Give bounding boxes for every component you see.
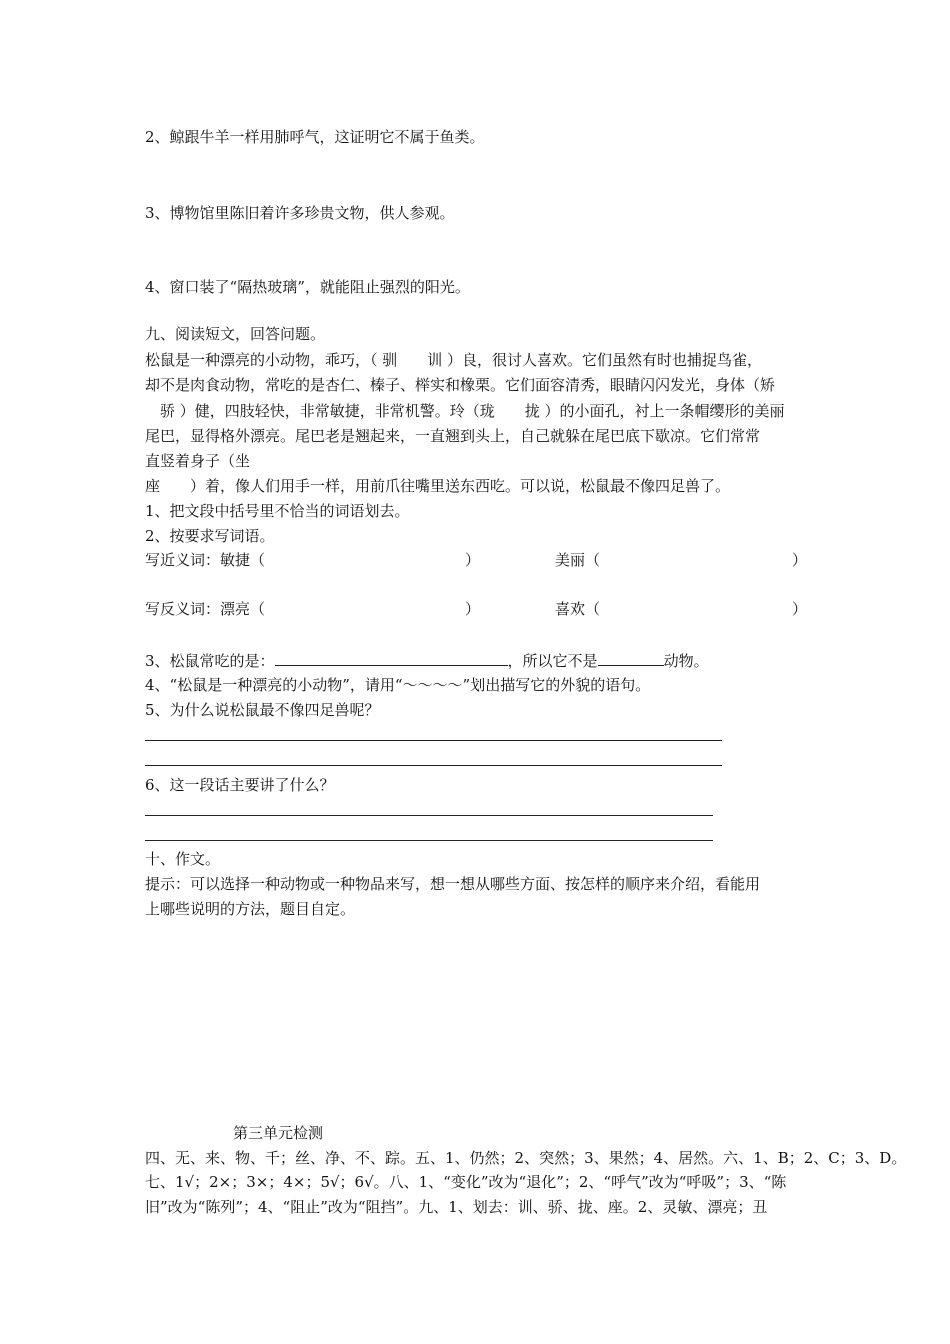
antonym2-label: 喜欢（ — [555, 600, 601, 618]
question-1: 1、把文段中括号里不恰当的词语划去。 — [145, 502, 410, 520]
answers-line: 四、无、来、物、千；丝、净、不、踪。五、1、仍然；2、突然；3、果然；4、居然。六、1、B；2、C；3、D。 — [145, 1149, 907, 1167]
synonym2-label: 美丽（ — [555, 551, 601, 569]
section-9-heading: 九、阅读短文，回答问题。 — [145, 325, 326, 343]
antonym-close: ） — [465, 600, 481, 618]
section-10-heading: 十、作文。 — [145, 850, 221, 868]
section-10-tip: 上哪些说明的方法，题目自定。 — [145, 900, 356, 918]
answer-line[interactable] — [145, 815, 713, 816]
answer-line[interactable] — [145, 840, 713, 841]
question-6: 6、这一段话主要讲了什么？ — [145, 776, 335, 794]
answer-blank-type[interactable] — [598, 650, 664, 666]
passage-line: 骄 ）健，四肢轻快，非常敏捷，非常机警。玲（珑 拢 ）的小面孔，衬上一条帽缨形的美丽 — [145, 402, 785, 420]
item-2: 2、鲸跟牛羊一样用肺呼气，这证明它不属于鱼类。 — [145, 128, 485, 146]
passage-line: 直竖着身子（坐 — [145, 452, 251, 470]
answer-line[interactable] — [145, 740, 722, 741]
answers-line: 七、1√；2×；3×；4×；5√；6√。八、1、“变化”改为“退化”；2、“呼气”改为“呼吸”；3、“陈 — [145, 1173, 787, 1191]
question-3-part-a: 3、松鼠常吃的是： — [145, 652, 275, 670]
synonym-close: ） — [465, 551, 481, 569]
question-3-part-b: ，所以它不是 — [507, 652, 598, 670]
passage-line: 座 ）着，像人们用手一样，用前爪往嘴里送东西吃。可以说，松鼠最不像四足兽了。 — [145, 477, 731, 495]
answers-line: 旧”改为“陈列”；4、“阻止”改为“阻挡”。九、1、划去：训、骄、拢、座。2、灵敏、漂亮；丑 — [145, 1198, 768, 1216]
answer-line[interactable] — [145, 765, 722, 766]
question-3-part-c: 动物。 — [663, 652, 709, 670]
question-2: 2、按要求写词语。 — [145, 527, 275, 545]
passage-line: 松鼠是一种漂亮的小动物，乖巧，（ 驯 训 ）良，很讨人喜欢。它们虽然有时也捕捉鸟雀， — [145, 351, 763, 369]
item-3: 3、博物馆里陈旧着许多珍贵文物，供人参观。 — [145, 204, 455, 222]
question-4: 4、“松鼠是一种漂亮的小动物”，请用“～～～～”划出描写它的外貌的语句。 — [145, 676, 651, 694]
passage-line: 却不是肉食动物，常吃的是杏仁、榛子、榉实和橡栗。它们面容清秀，眼睛闪闪发光，身体（矫 — [145, 376, 776, 394]
antonym-label: 写反义词：漂亮（ — [145, 600, 266, 618]
question-3 — [145, 650, 709, 671]
antonym2-close: ） — [792, 600, 808, 618]
synonym-label: 写近义词：敏捷（ — [145, 551, 266, 569]
item-4: 4、窗口装了“隔热玻璃”，就能阻止强烈的阳光。 — [145, 278, 470, 296]
passage-line: 尾巴，显得格外漂亮。尾巴老是翘起来，一直翘到头上，自己就躲在尾巴底下歇凉。它们常常 — [145, 427, 761, 445]
section-10-tip: 提示：可以选择一种动物或一种物品来写，想一想从哪些方面、按怎样的顺序来介绍，看能用 — [145, 875, 761, 893]
answer-blank-food[interactable] — [275, 650, 508, 666]
answers-title: 第三单元检测 — [233, 1124, 324, 1142]
synonym2-close: ） — [792, 551, 808, 569]
question-5: 5、为什么说松鼠最不像四足兽呢？ — [145, 701, 380, 719]
